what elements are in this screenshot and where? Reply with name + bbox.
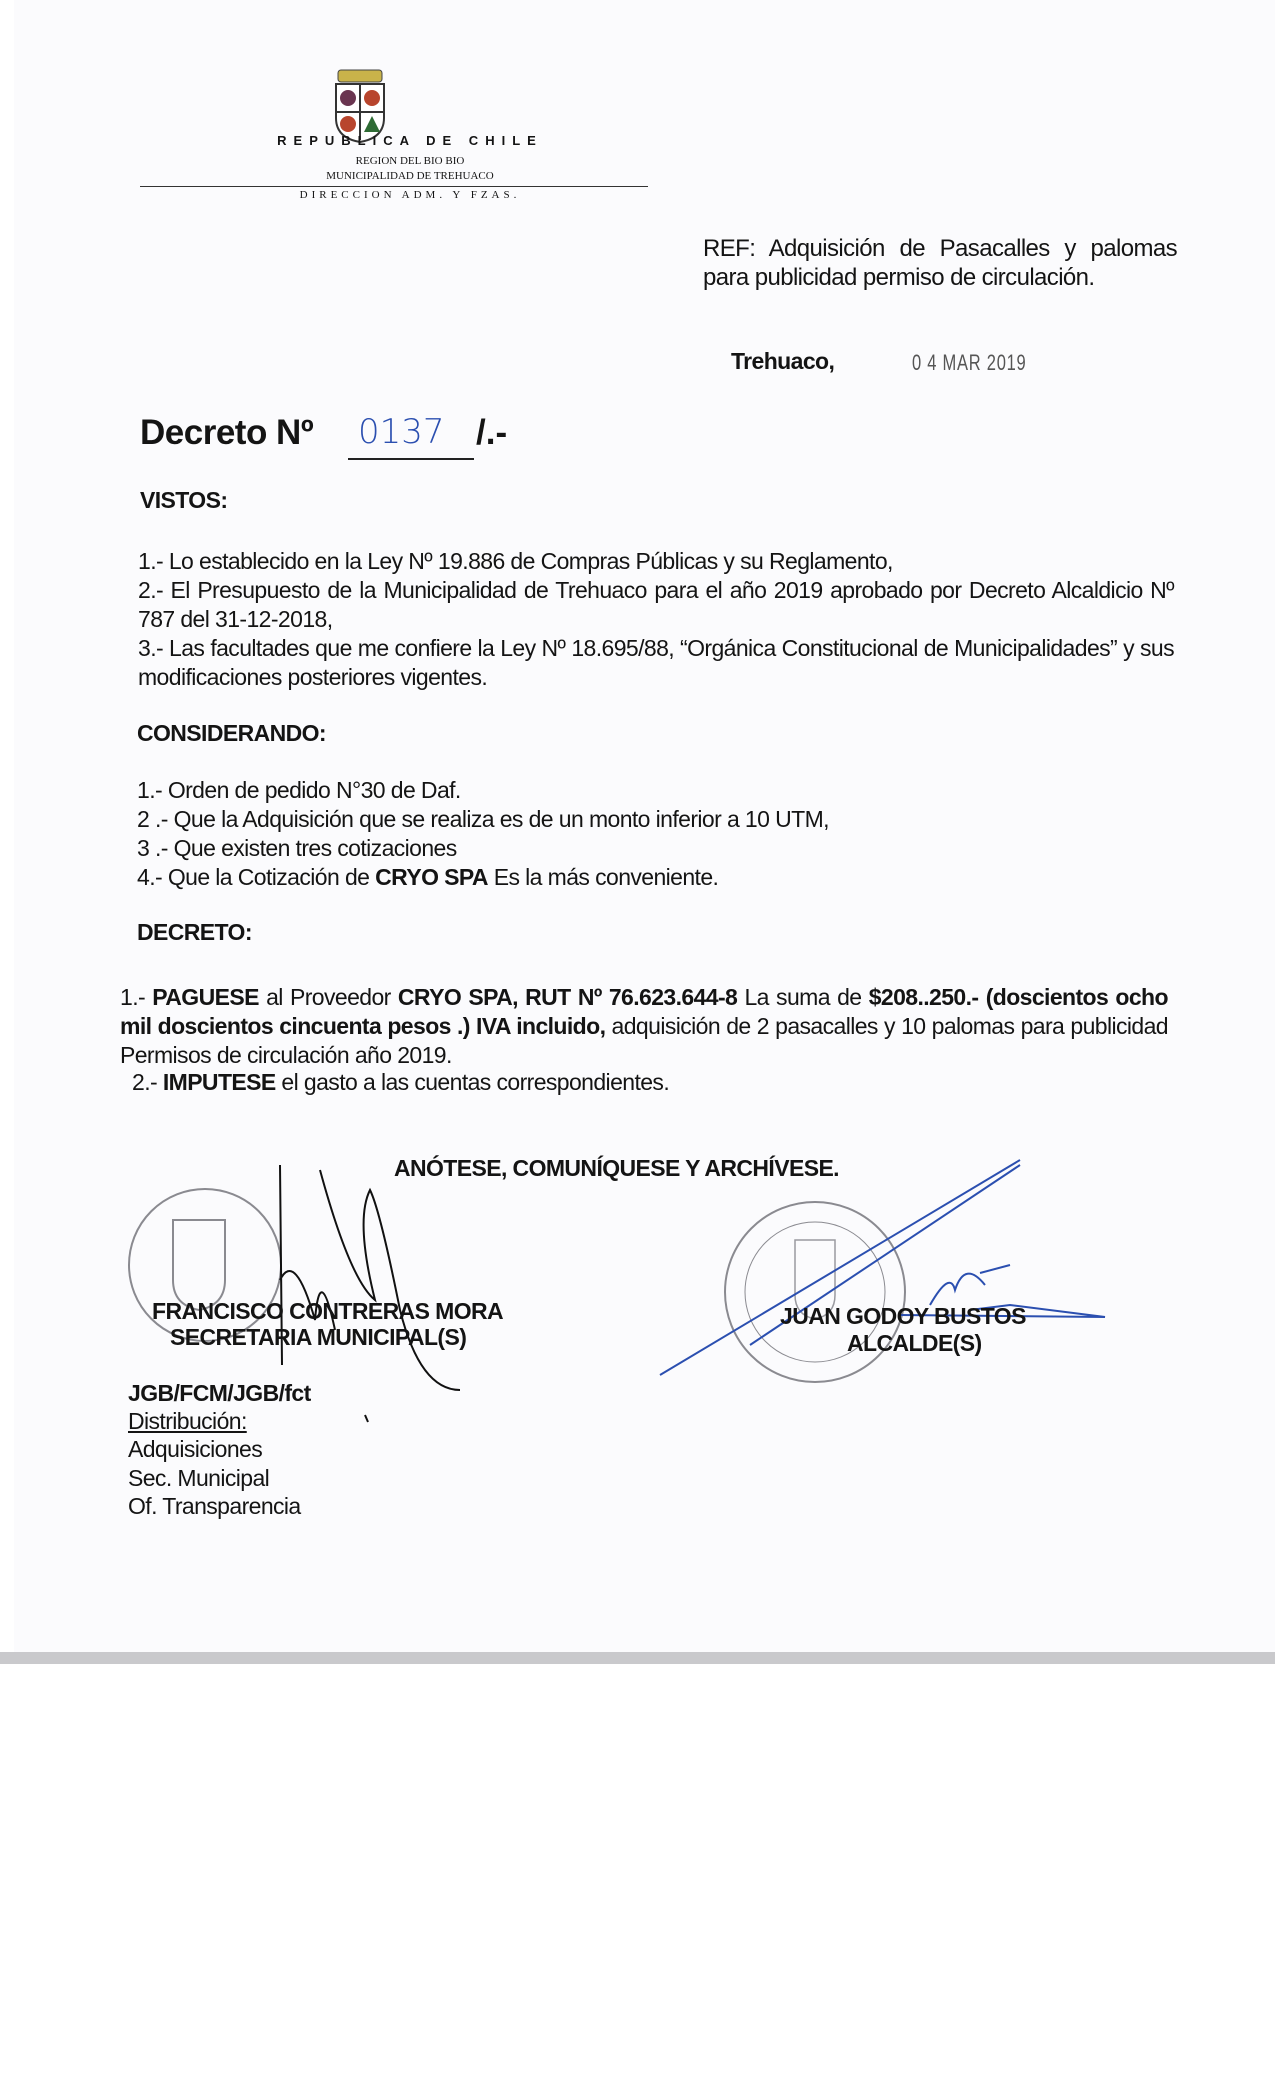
distribution-item: Of. Transparencia [128, 1493, 301, 1519]
vistos-item: 3.- Las facultades que me confiere la Ley Nº 18.695/88, “Orgánica Constitucional de Municipalidades” y sus modificaciones posteriores vigentes. [138, 635, 1174, 690]
place-label: Trehuaco, [731, 348, 835, 374]
letterhead-department: DIRECCION ADM. Y FZAS. [299, 189, 521, 201]
distribution-list [128, 1435, 301, 1521]
scan-edge [0, 1652, 1275, 1664]
distribution-label: Distribución: [128, 1408, 247, 1434]
initials: JGB/FCM/JGB/fct [128, 1380, 311, 1406]
mayor-name: JUAN GODOY BUSTOS [780, 1303, 1026, 1329]
closing-formula: ANÓTESE, COMUNÍQUESE Y ARCHÍVESE. [394, 1155, 839, 1181]
letterhead-divider [140, 186, 648, 187]
reference-text: REF: Adquisición de Pasacalles y palomas para publicidad permiso de circulación. [703, 235, 1177, 291]
decreto-item-1: 1.- PAGUESE al Proveedor CRYO SPA, RUT Nº 76.623.644-8 La suma de $208..250.- (doscientos ocho mil doscientos cincuenta pesos .) IVA incluido, adquisición de 2 pasacalles y 10 palomas para publicidad Permisos de circulación año 2019. [120, 984, 1168, 1068]
considerando-item: 4.- Que la Cotización de CRYO SPA Es la más conveniente. [137, 864, 719, 890]
letterhead-municipality: MUNICIPALIDAD DE TREHUACO [326, 170, 494, 182]
decreto-item-2: 2.- IMPUTESE el gasto a las cuentas correspondientes. [132, 1069, 670, 1095]
mayor-title: ALCALDE(S) [847, 1330, 982, 1356]
vistos-heading: VISTOS: [140, 487, 228, 513]
date-stamp: 0 4 MAR 2019 [912, 350, 1027, 375]
considerando-list [137, 776, 1173, 892]
decreto-heading: DECRETO: [137, 919, 252, 945]
considerando-item: 2 .- Que la Adquisición que se realiza es de un monto inferior a 10 UTM, [137, 806, 829, 832]
distribution-item: Adquisiciones [128, 1436, 263, 1462]
considerando-heading: CONSIDERANDO: [137, 720, 326, 746]
distribution-item: Sec. Municipal [128, 1464, 270, 1491]
letterhead-country: REPUBLICA DE CHILE [277, 133, 543, 148]
vistos-item: 2.- El Presupuesto de la Municipalidad de Trehuaco para el año 2019 aprobado por Decreto Alcaldicio Nº 787 del 31-12-2018, [138, 577, 1174, 632]
vistos-item: 1.- Lo establecido en la Ley Nº 19.886 de Compras Públicas y su Reglamento, [138, 548, 893, 574]
letterhead-region: REGION DEL BIO BIO [355, 155, 465, 167]
secretary-name: FRANCISCO CONTRERAS MORA [152, 1298, 504, 1324]
decree-label: Decreto Nº [140, 413, 314, 452]
considerando-item: 1.- Orden de pedido N°30 de Daf. [137, 777, 461, 803]
secretary-title: SECRETARIA MUNICIPAL(S) [170, 1324, 467, 1350]
decree-suffix: /.- [476, 413, 508, 452]
decree-number-line [348, 412, 474, 460]
considerando-item: 3 .- Que existen tres cotizaciones [137, 835, 457, 861]
decree-number: 0137 [358, 412, 445, 452]
vistos-list [138, 547, 1174, 692]
